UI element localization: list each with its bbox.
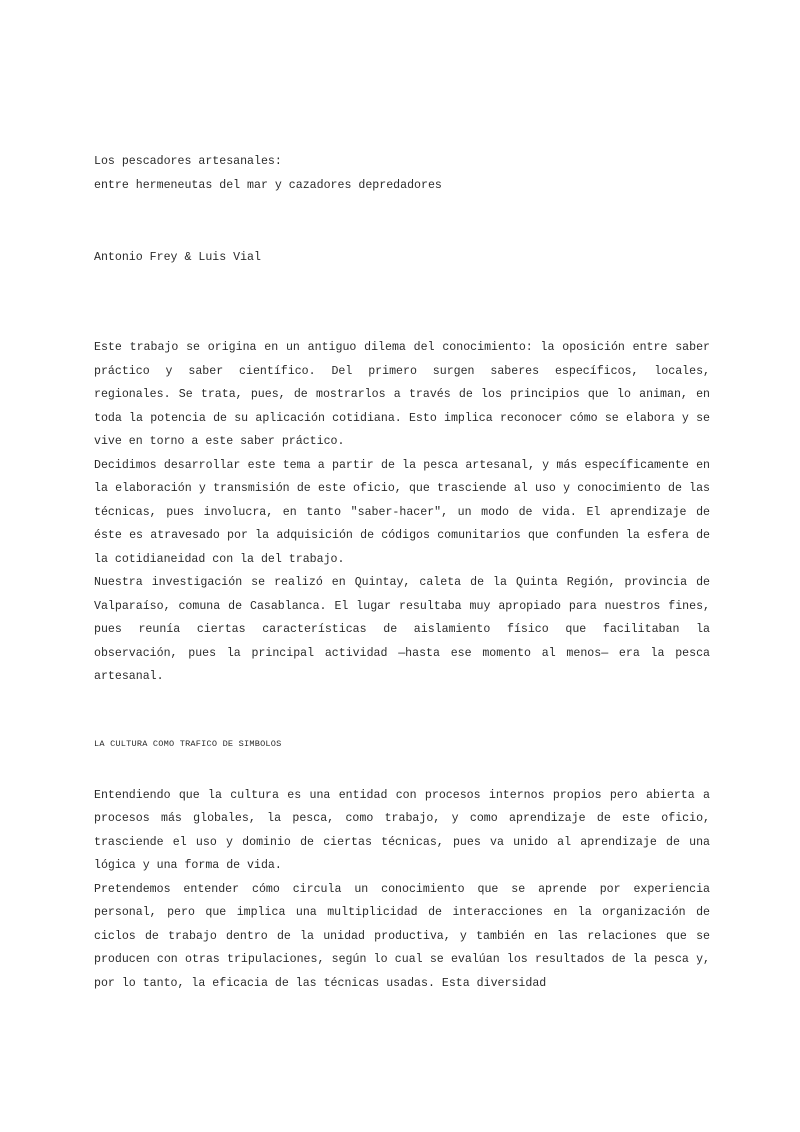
title-line-1: Los pescadores artesanales: bbox=[94, 155, 282, 168]
authors: Antonio Frey & Luis Vial bbox=[94, 251, 261, 264]
intro-paragraph-3: Nuestra investigación se realizó en Quintay, caleta de la Quinta Región, provincia de Valparaíso, comuna de Casablanca. El lugar resultaba muy apropiado para nuestros fines, pues reunía ciertas características de aislamiento físico que facilitaban la observación, pues la principal actividad —hasta ese momento al menos— era la pesca artesanal. bbox=[94, 576, 710, 683]
section-body bbox=[94, 784, 710, 996]
section-heading: LA CULTURA COMO TRAFICO DE SIMBOLOS bbox=[94, 738, 282, 749]
intro-paragraph-2: Decidimos desarrollar este tema a partir de la pesca artesanal, y más específicamente en la elaboración y transmisión de este oficio, que trasciende al uso y conocimiento de las técnicas, pues involucra, en tanto "saber-hacer", un modo de vida. El aprendizaje de éste es atravesado por la adquisición de códigos comunitarios que confunden la esfera de la cotidianeidad con la del trabajo. bbox=[94, 458, 710, 566]
intro-paragraph-1: Este trabajo se origina en un antiguo dilema del conocimiento: la oposición entre saber práctico y saber científico. Del primero surgen saberes específicos, locales, regionales. Se trata, pues, de mostrarlos a través de los principios que lo animan, en toda la potencia de su aplicación cotidiana. Esto implica reconocer cómo se elabora y se vive en torno a este saber práctico. bbox=[94, 341, 710, 448]
intro-section bbox=[94, 336, 710, 689]
document-page bbox=[94, 150, 710, 995]
section-paragraph-1: Entendiendo que la cultura es una entidad con procesos internos propios pero abierta a procesos más globales, la pesca, como trabajo, y como aprendizaje de este oficio, trasciende el uso y dominio de ciertas técnicas, pues va unido al aprendizaje de una lógica y una forma de vida. bbox=[94, 788, 710, 872]
section-paragraph-2: Pretendemos entender cómo circula un conocimiento que se aprende por experiencia personal, pero que implica una multiplicidad de interacciones en la organización de ciclos de trabajo dentro de la unidad productiva, y también en las relaciones que se producen con otras tripulaciones, según lo cual se evalúan los resultados de la pesca y, por lo tanto, la eficacia de las técnicas usadas. Esta diversidad bbox=[94, 882, 710, 990]
title-line-2: entre hermeneutas del mar y cazadores depredadores bbox=[94, 179, 442, 192]
